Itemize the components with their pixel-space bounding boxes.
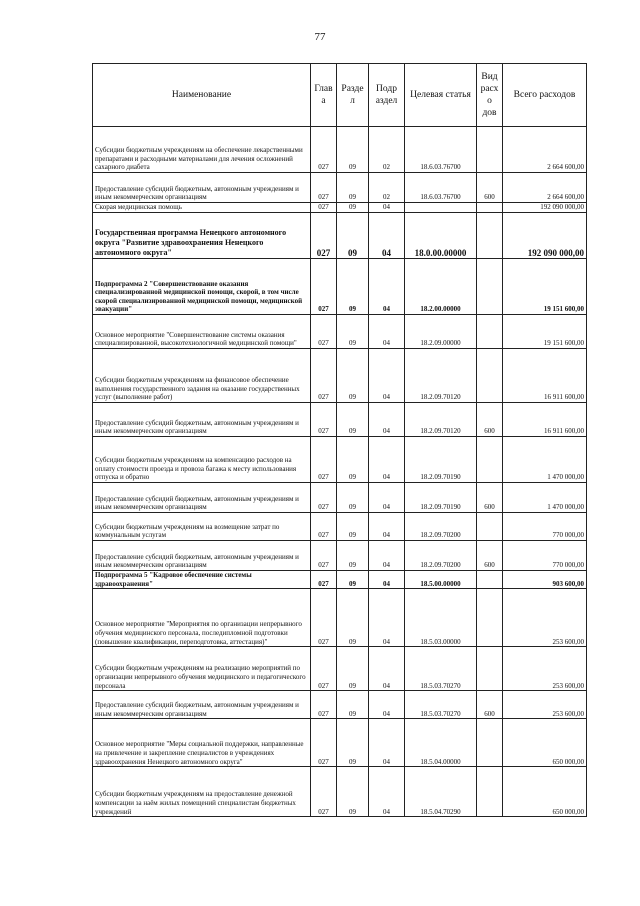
cell-glava: 027: [311, 213, 337, 259]
cell-statya: 18.0.00.00000: [405, 213, 477, 259]
cell-statya: 18.6.03.76700: [405, 173, 477, 203]
cell-vid: 600: [477, 483, 503, 513]
cell-podrazdel: 04: [369, 403, 405, 437]
cell-podrazdel: 04: [369, 767, 405, 817]
cell-name: Подпрограмма 2 "Совершенствование оказания специализированной медицинской помощи, скорой, в том числе скорой специализированной медицинской помощи, медицинской эвакуации": [93, 259, 311, 315]
cell-podrazdel: 04: [369, 513, 405, 541]
cell-vid: [477, 647, 503, 691]
cell-glava: 027: [311, 203, 337, 213]
table-row: [93, 647, 587, 691]
cell-name: Основное мероприятие "Меры социальной поддержки, направленные на привлечение и закрепление специалистов в учреждениях здравоохранения Ненецкого автономного округа": [93, 719, 311, 767]
cell-name: Скорая медицинская помощь: [93, 203, 311, 213]
cell-razdel: 09: [337, 349, 369, 403]
cell-sum: 253 600,00: [503, 647, 587, 691]
cell-vid: [477, 127, 503, 173]
cell-vid: 600: [477, 173, 503, 203]
cell-razdel: 09: [337, 589, 369, 647]
cell-podrazdel: 02: [369, 173, 405, 203]
cell-podrazdel: 04: [369, 571, 405, 589]
cell-sum: 19 151 600,00: [503, 315, 587, 349]
cell-glava: 027: [311, 173, 337, 203]
cell-razdel: 09: [337, 173, 369, 203]
table-row: [93, 213, 587, 259]
cell-statya: 18.2.09.70200: [405, 541, 477, 571]
table-body: [93, 127, 587, 817]
cell-sum: 19 151 600,00: [503, 259, 587, 315]
cell-name: Субсидии бюджетным учреждениям на возмещение затрат по коммунальным услугам: [93, 513, 311, 541]
header-podrazdel: Подр аздел: [369, 64, 405, 127]
cell-sum: 650 000,00: [503, 767, 587, 817]
cell-statya: 18.5.03.70270: [405, 691, 477, 719]
table-row: [93, 571, 587, 589]
table-row: [93, 513, 587, 541]
cell-statya: 18.2.00.00000: [405, 259, 477, 315]
cell-statya: 18.6.03.76700: [405, 127, 477, 173]
cell-glava: 027: [311, 315, 337, 349]
cell-vid: [477, 767, 503, 817]
header-sum: Всего расходов: [503, 64, 587, 127]
header-glava: Глава: [311, 64, 337, 127]
cell-podrazdel: 04: [369, 541, 405, 571]
cell-razdel: 09: [337, 513, 369, 541]
table-row: [93, 127, 587, 173]
cell-statya: 18.2.09.70190: [405, 437, 477, 483]
cell-sum: 16 911 600,00: [503, 349, 587, 403]
header-statya: Целевая статья: [405, 64, 477, 127]
cell-name: Предоставление субсидий бюджетным, автономным учреждениям и иным некоммерческим организациям: [93, 541, 311, 571]
cell-name: Предоставление субсидий бюджетным, автономным учреждениям и иным некоммерческим организациям: [93, 173, 311, 203]
cell-vid: [477, 719, 503, 767]
cell-podrazdel: 04: [369, 719, 405, 767]
cell-razdel: 09: [337, 719, 369, 767]
cell-name: Субсидии бюджетным учреждениям на компенсацию расходов на оплату стоимости проезда и провоза багажа к месту использования отпуска и обратно: [93, 437, 311, 483]
cell-vid: 600: [477, 403, 503, 437]
table-row: [93, 403, 587, 437]
cell-sum: 903 600,00: [503, 571, 587, 589]
cell-podrazdel: 04: [369, 647, 405, 691]
cell-sum: 650 000,00: [503, 719, 587, 767]
cell-sum: 16 911 600,00: [503, 403, 587, 437]
cell-razdel: 09: [337, 315, 369, 349]
cell-glava: 027: [311, 437, 337, 483]
cell-glava: 027: [311, 589, 337, 647]
cell-vid: [477, 259, 503, 315]
cell-statya: 18.5.04.00000: [405, 719, 477, 767]
table-row: [93, 541, 587, 571]
cell-name: Субсидии бюджетным учреждениям на реализацию мероприятий по организации непрерывного обучения медицинского и педагогического персонала: [93, 647, 311, 691]
table-row: [93, 203, 587, 213]
cell-podrazdel: 04: [369, 259, 405, 315]
cell-sum: 770 000,00: [503, 541, 587, 571]
cell-glava: 027: [311, 691, 337, 719]
cell-statya: 18.2.09.70120: [405, 349, 477, 403]
cell-razdel: 09: [337, 259, 369, 315]
cell-glava: 027: [311, 483, 337, 513]
cell-razdel: 09: [337, 483, 369, 513]
cell-razdel: 09: [337, 647, 369, 691]
cell-name: Предоставление субсидий бюджетным, автономным учреждениям и иным некоммерческим организациям: [93, 691, 311, 719]
cell-name: Субсидии бюджетным учреждениям на финансовое обеспечение выполнения государственного задания на оказание государственных услуг (выполнение работ): [93, 349, 311, 403]
cell-razdel: 09: [337, 213, 369, 259]
cell-glava: 027: [311, 767, 337, 817]
cell-podrazdel: 04: [369, 213, 405, 259]
table-row: [93, 483, 587, 513]
cell-sum: 1 470 000,00: [503, 437, 587, 483]
cell-statya: 18.2.09.00000: [405, 315, 477, 349]
cell-razdel: 09: [337, 203, 369, 213]
cell-glava: 027: [311, 541, 337, 571]
cell-razdel: 09: [337, 691, 369, 719]
cell-vid: [477, 571, 503, 589]
cell-vid: [477, 437, 503, 483]
table-row: [93, 691, 587, 719]
cell-glava: 027: [311, 719, 337, 767]
cell-statya: 18.2.09.70120: [405, 403, 477, 437]
cell-statya: 18.5.04.70290: [405, 767, 477, 817]
cell-statya: 18.5.00.00000: [405, 571, 477, 589]
cell-sum: 192 090 000,00: [503, 203, 587, 213]
page-number: 77: [314, 31, 326, 43]
header-razdel: Разде л: [337, 64, 369, 127]
cell-podrazdel: 04: [369, 315, 405, 349]
table-row: [93, 173, 587, 203]
cell-podrazdel: 04: [369, 437, 405, 483]
cell-podrazdel: 04: [369, 691, 405, 719]
cell-sum: 2 664 600,00: [503, 173, 587, 203]
cell-name: Подпрограмма 5 "Кадровое обеспечение системы здравоохранения": [93, 571, 311, 589]
cell-sum: 253 600,00: [503, 691, 587, 719]
cell-vid: 600: [477, 691, 503, 719]
cell-glava: 027: [311, 403, 337, 437]
header-vid: Вид расхо дов: [477, 64, 503, 127]
cell-glava: 027: [311, 513, 337, 541]
cell-razdel: 09: [337, 437, 369, 483]
cell-statya: 18.5.03.70270: [405, 647, 477, 691]
budget-table: [92, 63, 587, 817]
cell-vid: [477, 203, 503, 213]
cell-name: Основное мероприятие "Мероприятия по организации непрерывного обучения медицинского персонала, последипломной подготовки (повышение квалификации, переподготовка, аттестация)": [93, 589, 311, 647]
table-row: [93, 437, 587, 483]
cell-vid: [477, 349, 503, 403]
cell-vid: 600: [477, 541, 503, 571]
cell-sum: 770 000,00: [503, 513, 587, 541]
cell-vid: [477, 513, 503, 541]
cell-podrazdel: 04: [369, 349, 405, 403]
cell-podrazdel: 02: [369, 127, 405, 173]
cell-statya: 18.5.03.00000: [405, 589, 477, 647]
cell-statya: 18.2.09.70200: [405, 513, 477, 541]
cell-razdel: 09: [337, 127, 369, 173]
cell-razdel: 09: [337, 571, 369, 589]
table-row: [93, 719, 587, 767]
cell-glava: 027: [311, 127, 337, 173]
cell-name: Основное мероприятие "Совершенствование системы оказания специализированной, высокотехнологичной медицинской помощи": [93, 315, 311, 349]
cell-sum: 2 664 600,00: [503, 127, 587, 173]
cell-glava: 027: [311, 259, 337, 315]
cell-sum: 1 470 000,00: [503, 483, 587, 513]
cell-name: Государственная программа Ненецкого автономного округа "Развитие здравоохранения Ненецкого автономного округа": [93, 213, 311, 259]
cell-razdel: 09: [337, 403, 369, 437]
table-row: [93, 315, 587, 349]
table-row: [93, 589, 587, 647]
table-row: [93, 349, 587, 403]
cell-sum: 192 090 000,00: [503, 213, 587, 259]
cell-vid: [477, 589, 503, 647]
table-row: [93, 767, 587, 817]
cell-glava: 027: [311, 571, 337, 589]
cell-statya: [405, 203, 477, 213]
cell-podrazdel: 04: [369, 589, 405, 647]
cell-podrazdel: 04: [369, 483, 405, 513]
cell-podrazdel: 04: [369, 203, 405, 213]
cell-name: Субсидии бюджетным учреждениям на предоставление денежной компенсации за наём жилых помещений специалистам бюджетных учреждений: [93, 767, 311, 817]
cell-glava: 027: [311, 647, 337, 691]
table-row: [93, 259, 587, 315]
cell-razdel: 09: [337, 541, 369, 571]
cell-name: Субсидии бюджетным учреждениям на обеспечение лекарственными препаратами и расходными материалами для лечения осложнений сахарного диабета: [93, 127, 311, 173]
cell-vid: [477, 315, 503, 349]
cell-statya: 18.2.09.70190: [405, 483, 477, 513]
cell-razdel: 09: [337, 767, 369, 817]
cell-name: Предоставление субсидий бюджетным, автономным учреждениям и иным некоммерческим организациям: [93, 403, 311, 437]
cell-glava: 027: [311, 349, 337, 403]
cell-sum: 253 600,00: [503, 589, 587, 647]
table-header-row: [93, 64, 587, 127]
cell-vid: [477, 213, 503, 259]
cell-name: Предоставление субсидий бюджетным, автономным учреждениям и иным некоммерческим организациям: [93, 483, 311, 513]
header-name: Наименование: [93, 64, 311, 127]
